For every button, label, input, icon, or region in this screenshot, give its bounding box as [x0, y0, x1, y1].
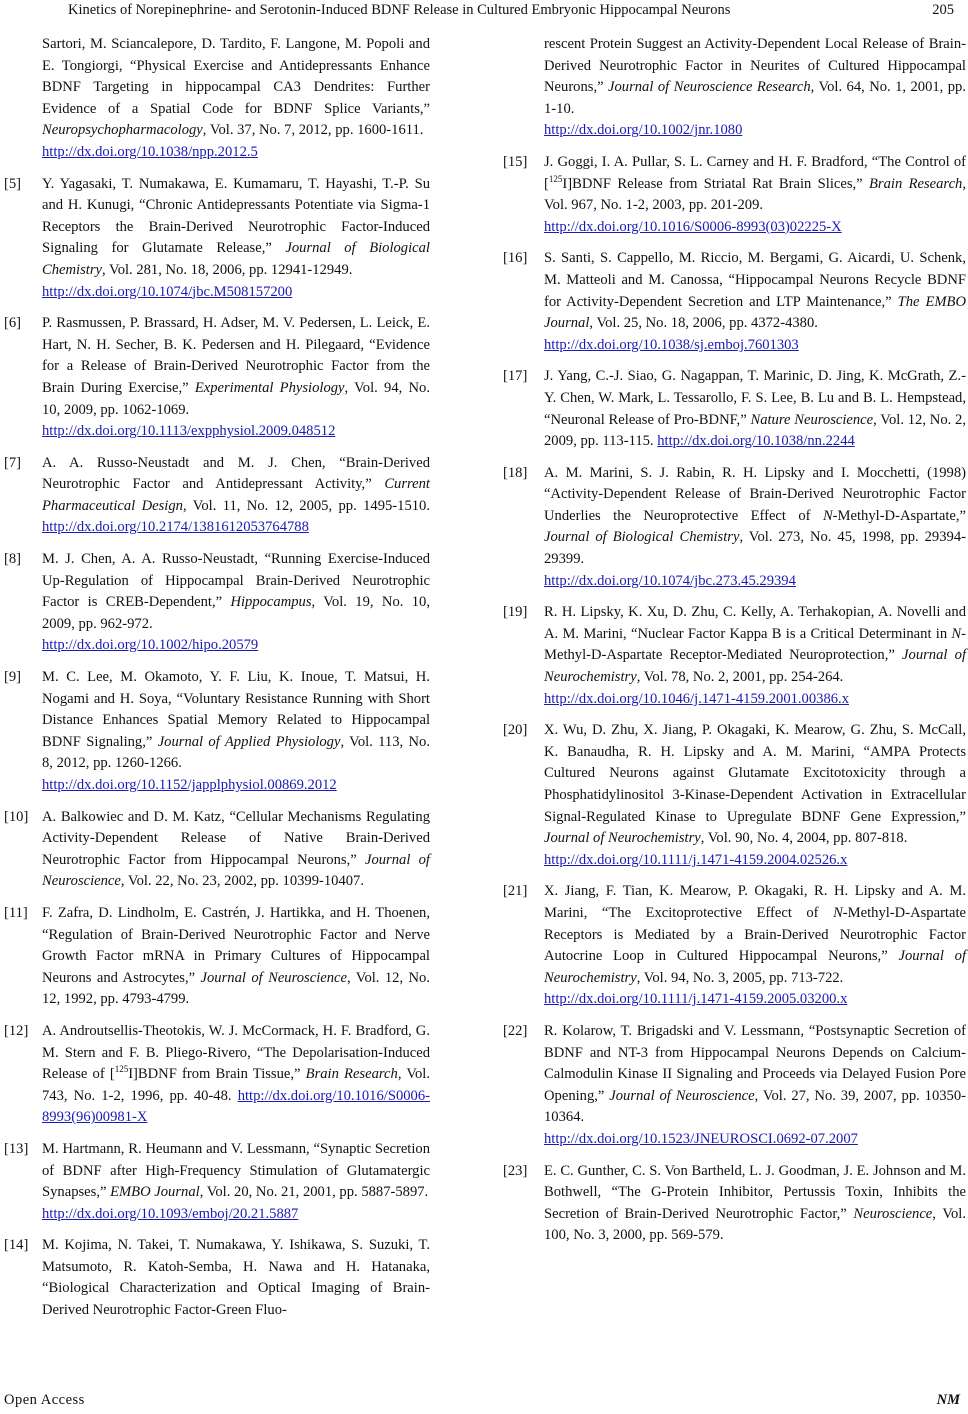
- reference-text: I]BDNF Release from Striatal Rat Brain Slices,”: [562, 175, 869, 192]
- reference-text: J. Yang, C.-J. Siao, G. Nagappan, T. Marinic, D. Jing, K. McGrath, Z.-Y. Chen, W. Mark, L. Tessarollo, F. S. Lee, B. Lu and B. L. Hempstead, “Neuronal Release of Pro-BDNF,”: [544, 368, 966, 428]
- reference-text: M. J. Chen, A. A. Russo-Neustadt, “Running Exercise-Induced Up-Regulation of Hippocampal Brain-Derived Neurotrophic Factor is CREB-Dependent,”: [42, 551, 430, 611]
- doi-link[interactable]: http://dx.doi.org/10.1038/sj.emboj.7601303: [544, 336, 799, 353]
- reference-text: , Vol. 94, No. 3, 2005, pp. 713-722.: [636, 969, 844, 986]
- journal-title: N: [833, 904, 843, 921]
- journal-title: Journal of Neurochemistry: [544, 948, 966, 986]
- reference-text: I]BDNF from Brain Tissue,”: [128, 1066, 306, 1083]
- journal-title: Current Pharmaceutical Design: [42, 476, 430, 514]
- reference-text: rescent Protein Suggest an Activity-Dependent Local Release of Brain-Derived Neurotrophic Factor in Neurites of Cultured Hippocampal Neurons,”: [544, 36, 966, 96]
- reference-text: , Vol. 273, No. 45, 1998, pp. 29394-29399.: [544, 529, 966, 568]
- reference-text: , Vol. 743, No. 1-2, 1996, pp. 40-48.: [42, 1066, 430, 1104]
- doi-link[interactable]: http://dx.doi.org/10.1111/j.1471-4159.2005.03200.x: [544, 991, 848, 1008]
- reference-text: X. Jiang, F. Tian, K. Mearow, P. Okagaki, R. H. Lipsky and A. M. Marini, “The Excitoprotective Effect of: [544, 883, 966, 921]
- reference-number: [21]: [503, 883, 528, 900]
- reference-text: A. Androutsellis-Theotokis, W. J. McCormack, H. F. Bradford, G. M. Stern and F. B. Pliego-Rivero, “The Depolarisation-Induced Release of [: [42, 1022, 430, 1083]
- reference-text: , Vol. 12, No. 12, 1992, pp. 4793-4799.: [42, 969, 431, 1008]
- doi-link[interactable]: http://dx.doi.org/10.1523/JNEUROSCI.0692-07.2007: [544, 1130, 858, 1147]
- open-access-label: Open Access: [4, 1392, 85, 1408]
- journal-title: Journal of Biological Chemistry: [544, 529, 740, 546]
- reference-number: [6]: [4, 315, 22, 332]
- reference-number: [10]: [4, 808, 29, 825]
- reference-text: R. H. Lipsky, K. Xu, D. Zhu, C. Kelly, A. Terhakopian, A. Novelli and A. M. Marini, “Nuclear Factor Kappa B is a Critical Determinant in: [544, 604, 966, 642]
- reference-entry: [0, 903, 430, 1011]
- reference-number: [18]: [503, 464, 528, 481]
- journal-title: The EMBO Journal: [544, 293, 966, 332]
- running-title: Kinetics of Norepinephrine- and Serotonin-Induced BDNF Release in Cultured Embryonic Hippocampal Neurons: [68, 2, 731, 18]
- doi-link[interactable]: http://dx.doi.org/10.1002/jnr.1080: [544, 122, 743, 139]
- journal-abbrev: NM: [936, 1392, 960, 1408]
- reference-number: [19]: [503, 604, 528, 621]
- doi-link[interactable]: http://dx.doi.org/10.1016/S0006-8993(96)00981-X: [42, 1087, 430, 1126]
- reference-number: [8]: [4, 551, 22, 568]
- reference-number: [9]: [4, 669, 22, 686]
- doi-link[interactable]: http://dx.doi.org/10.1002/hipo.20579: [42, 637, 259, 654]
- doi-link[interactable]: http://dx.doi.org/10.1074/jbc.273.45.29394: [544, 572, 796, 589]
- reference-number: [14]: [4, 1237, 29, 1254]
- journal-title: Journal of Neuroscience Research: [608, 79, 811, 96]
- reference-text: Sartori, M. Sciancalepore, D. Tardito, F. Langone, M. Popoli and E. Tongiorgi, “Physical Exercise and Antidepressants Enhance BDNF Targeting in hippocampal CA3 Dendrites: Further Evidence of a Spatial Code for BDNF Splice Variants,”: [42, 36, 430, 117]
- journal-title: N: [951, 625, 962, 642]
- reference-entry: [0, 34, 430, 164]
- reference-text: , Vol. 281, No. 18, 2006, pp. 12941-12949.: [102, 261, 353, 278]
- isotope-superscript: 125: [114, 1064, 129, 1075]
- reference-entry: [500, 881, 966, 1011]
- journal-title: Journal of Neurochemistry: [544, 830, 701, 847]
- reference-text: J. Goggi, I. A. Pullar, S. L. Carney and H. F. Bradford, “The Control of [: [544, 153, 966, 192]
- reference-text: -Methyl-D-Aspartate Receptor-Mediated Neuroprotection,”: [544, 625, 966, 664]
- reference-text: A. M. Marini, S. J. Rabin, R. H. Lipsky and I. Mocchetti, (1998) “Activity-Dependent Release of Brain-Derived Neurotrophic Factor Underlies the Neuroprotective Effect of: [544, 464, 966, 524]
- reference-entry: [0, 174, 430, 304]
- journal-title: Journal of Neuroscience: [42, 851, 430, 890]
- journal-title: Journal of Biological Chemistry: [42, 240, 430, 278]
- references-left-column: [0, 34, 430, 1332]
- reference-entry: [0, 807, 430, 893]
- reference-text: A. A. Russo-Neustadt and M. J. Chen, “Brain-Derived Neurotrophic Factor and Antidepressant Activity,”: [42, 454, 430, 493]
- reference-number: [20]: [503, 722, 528, 739]
- doi-link[interactable]: http://dx.doi.org/10.1038/npp.2012.5: [42, 143, 258, 160]
- reference-text: -Methyl-D-Aspartate,”: [832, 507, 966, 524]
- isotope-superscript: 125: [548, 173, 563, 184]
- reference-text: , Vol. 113, No. 8, 2012, pp. 1260-1266.: [42, 733, 431, 772]
- doi-link[interactable]: http://dx.doi.org/10.1046/j.1471-4159.2001.00386.x: [544, 690, 849, 707]
- doi-link[interactable]: http://dx.doi.org/10.1113/expphysiol.2009.048512: [42, 423, 336, 440]
- doi-link[interactable]: http://dx.doi.org/10.1016/S0006-8993(03)02225-X: [544, 218, 842, 235]
- journal-title: Journal of Neuroscience: [609, 1087, 755, 1104]
- reference-text: , Vol. 78, No. 2, 2001, pp. 254-264.: [636, 669, 844, 686]
- reference-number: [15]: [503, 153, 528, 170]
- reference-text: R. Kolarow, T. Brigadski and V. Lessmann, “Postsynaptic Secretion of BDNF and NT-3 from Hippocampal Neurons Depends on Calcium-Calmodulin Kinase II Signaling and Proceeds via Delayed Fusion Pore Opening,”: [544, 1022, 966, 1104]
- journal-title: Experimental Physiology: [194, 379, 345, 396]
- reference-text: , Vol. 25, No. 18, 2006, pp. 4372-4380.: [589, 315, 818, 332]
- reference-number: [16]: [503, 250, 528, 267]
- reference-text: E. C. Gunther, C. S. Von Bartheld, L. J. Goodman, J. E. Johnson and M. Bothwell, “The G-Protein Inhibitor, Pertussis Toxin, Inhibits the Secretion of Brain-Derived Neurotrophic Factor,”: [544, 1162, 966, 1222]
- reference-text: , Vol. 20, No. 21, 2001, pp. 5887-5897.: [199, 1184, 429, 1201]
- reference-text: , Vol. 94, No. 10, 2009, pp. 1062-1069.: [42, 379, 430, 418]
- reference-text: , Vol. 19, No. 10, 2009, pp. 962-972.: [42, 594, 430, 632]
- reference-entry: [500, 720, 966, 871]
- doi-link[interactable]: http://dx.doi.org/10.2174/1381612053764788: [42, 519, 309, 536]
- reference-entry: [500, 1021, 966, 1151]
- reference-entry: [0, 1139, 430, 1225]
- reference-number: [12]: [4, 1022, 29, 1039]
- journal-title: N: [822, 507, 833, 524]
- reference-entry: [500, 152, 966, 238]
- doi-link[interactable]: http://dx.doi.org/10.1038/nn.2244: [657, 433, 855, 450]
- reference-entry: [0, 549, 430, 657]
- reference-entry: [500, 366, 966, 452]
- reference-text: M. Kojima, N. Takei, T. Numakawa, Y. Ishikawa, S. Suzuki, T. Matsumoto, R. Katoh-Semba, H. Nawa and H. Hatanaka, “Biological Characterization and Optical Imaging of Brain-Derived Neurotrophic Factor-Green Fluo-: [42, 1237, 430, 1319]
- reference-text: , Vol. 37, No. 7, 2012, pp. 1600-1611.: [202, 122, 424, 139]
- running-header: [0, 2, 968, 24]
- page-footer: [0, 1392, 968, 1412]
- reference-text: , Vol. 90, No. 4, 2004, pp. 807-818.: [700, 830, 908, 847]
- reference-entry: [0, 453, 430, 539]
- reference-number: [23]: [503, 1162, 528, 1179]
- reference-text: M. Hartmann, R. Heumann and V. Lessmann, “Synaptic Secretion of BDNF after High-Frequency Stimulation of Glutamatergic Synapses,”: [42, 1140, 430, 1201]
- reference-text: , Vol. 64, No. 1, 2001, pp. 1-10.: [544, 79, 966, 117]
- reference-text: F. Zafra, D. Lindholm, E. Castrén, J. Hartikka, and H. Thoenen, “Regulation of Brain-Derived Neurotrophic Factor and Nerve Growth Factor mRNA in Primary Cultures of Hippocampal Neurons and Astrocytes,”: [42, 904, 430, 986]
- page-number: 205: [932, 2, 954, 18]
- reference-number: [11]: [4, 904, 28, 921]
- reference-number: [13]: [4, 1140, 29, 1157]
- journal-title: Neuroscience: [853, 1205, 933, 1222]
- doi-link[interactable]: http://dx.doi.org/10.1074/jbc.M508157200: [42, 283, 293, 300]
- reference-entry: [500, 602, 966, 710]
- reference-entry: [500, 34, 966, 142]
- journal-title: Hippocampus: [230, 594, 312, 611]
- doi-link[interactable]: http://dx.doi.org/10.1152/japplphysiol.00869.2012: [42, 777, 337, 793]
- doi-link[interactable]: http://dx.doi.org/10.1093/emboj/20.21.5887: [42, 1205, 299, 1222]
- journal-title: Neuropsychopharmacology: [42, 122, 203, 139]
- journal-title: Nature Neuroscience: [750, 411, 874, 428]
- reference-entry: [0, 1021, 430, 1129]
- journal-title: Journal of Neuroscience: [200, 969, 347, 986]
- reference-number: [5]: [4, 175, 22, 192]
- reference-text: X. Wu, D. Zhu, X. Jiang, P. Okagaki, K. Mearow, G. Zhu, S. McCall, K. Banaudha, R. H. Lipsky and A. M. Marini, “AMPA Protects Cultured Neurons against Glutamate Excitotoxicity through a Phosphatidylinositol 3-Kinase-Dependent Activation in Extracellular Signal-Regulated Kinase to Upregulate BDNF Gene Expression,”: [544, 722, 966, 825]
- reference-text: , Vol. 11, No. 12, 2005, pp. 1495-1510.: [182, 497, 430, 514]
- reference-text: -Methyl-D-Aspartate Receptors is Mediated by a Brain-Derived Neurotrophic Factor Autocrine Loop in Cultured Hippocampal Neurons,”: [544, 904, 966, 965]
- reference-text: M. C. Lee, M. Okamoto, Y. F. Liu, K. Inoue, T. Matsui, H. Nogami and H. Soya, “Voluntary Resistance Running with Short Distance Enhances Spatial Memory Related to Hippocampal BDNF Signaling,”: [42, 669, 430, 750]
- reference-text: A. Balkowiec and D. M. Katz, “Cellular Mechanisms Regulating Activity-Dependent Release of Native Brain-Derived Neurotrophic Factor from Hippocampal Neurons,”: [42, 808, 430, 868]
- reference-entry: [0, 667, 430, 797]
- reference-entry: [500, 1161, 966, 1247]
- references-right-column: [500, 34, 966, 1257]
- reference-text: , Vol. 12, No. 2, 2009, pp. 113-115.: [544, 411, 966, 450]
- journal-title: Brain Research: [305, 1066, 398, 1083]
- reference-number: [22]: [503, 1022, 528, 1039]
- journal-title: EMBO Journal: [110, 1184, 200, 1201]
- reference-text: S. Santi, S. Cappello, M. Riccio, M. Bergami, G. Aicardi, U. Schenk, M. Matteoli and M. Canossa, “Hippocampal Neurons Recycle BDNF for Activity-Dependent Secretion and LTP Maintenance,”: [544, 250, 966, 310]
- reference-number: [17]: [503, 368, 528, 385]
- reference-text: , Vol. 27, No. 39, 2007, pp. 10350-10364.: [544, 1087, 966, 1126]
- reference-text: Y. Yagasaki, T. Numakawa, E. Kumamaru, T. Hayashi, T.-P. Su and H. Kunugi, “Chronic Antidepressants Potentiate via Sigma-1 Receptors the Brain-Derived Neurotrophic Factor-Induced Signaling for Glutamate Release,”: [42, 175, 430, 257]
- journal-title: Journal of Applied Physiology: [157, 733, 341, 750]
- reference-text: , Vol. 22, No. 23, 2002, pp. 10399-10407.: [120, 873, 364, 890]
- journal-title: Brain Research: [869, 175, 963, 192]
- reference-entry: [500, 463, 966, 593]
- reference-entry: [0, 1235, 430, 1321]
- reference-entry: [0, 313, 430, 443]
- reference-text: , Vol. 100, No. 3, 2000, pp. 569-579.: [544, 1205, 966, 1244]
- journal-title: Journal of Neurochemistry: [544, 647, 966, 686]
- reference-text: , Vol. 967, No. 1-2, 2003, pp. 201-209.: [544, 175, 966, 214]
- reference-number: [7]: [4, 454, 22, 471]
- doi-link[interactable]: http://dx.doi.org/10.1111/j.1471-4159.2004.02526.x: [544, 851, 848, 868]
- reference-entry: [500, 248, 966, 356]
- reference-text: P. Rasmussen, P. Brassard, H. Adser, M. V. Pedersen, L. Leick, E. Hart, N. H. Secher, B. K. Pedersen and H. Pilegaard, “Evidence for a Release of Brain-Derived Neurotrophic Factor from the Brain During Exercise,”: [42, 315, 430, 396]
